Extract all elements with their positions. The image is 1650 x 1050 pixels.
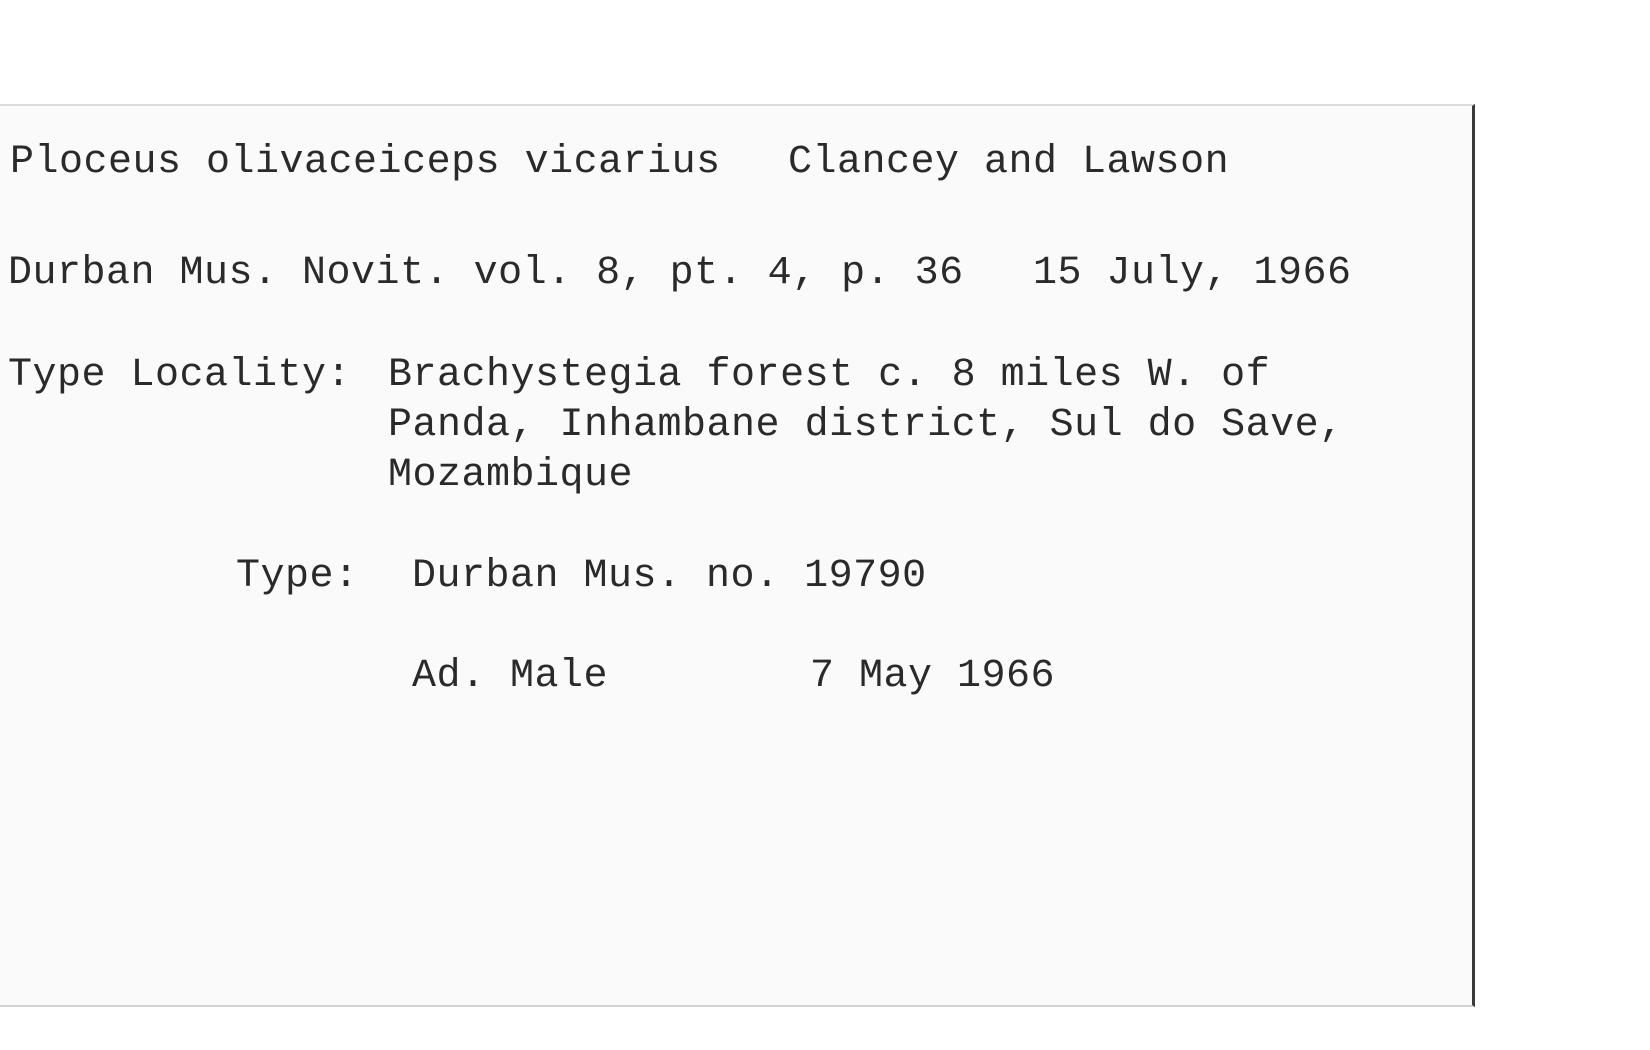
type-label: Type:	[236, 554, 359, 599]
type-locality-label: Type Locality:	[8, 353, 352, 398]
collection-date: 7 May 1966	[810, 654, 1056, 699]
taxon-name: Ploceus olivaceiceps vicarius	[10, 140, 721, 185]
type-specimen: Durban Mus. no. 19790	[412, 554, 927, 599]
citation: Durban Mus. Novit. vol. 8, pt. 4, p. 36	[8, 251, 964, 296]
type-locality-line-1: Brachystegia forest c. 8 miles W. of	[388, 353, 1271, 398]
specimen-sex-age: Ad. Male	[412, 654, 609, 699]
authors: Clancey and Lawson	[788, 140, 1230, 185]
type-locality-line-2: Panda, Inhambane district, Sul do Save,	[388, 403, 1344, 448]
publication-date: 15 July, 1966	[1033, 251, 1352, 296]
type-locality-line-3: Mozambique	[388, 453, 634, 498]
